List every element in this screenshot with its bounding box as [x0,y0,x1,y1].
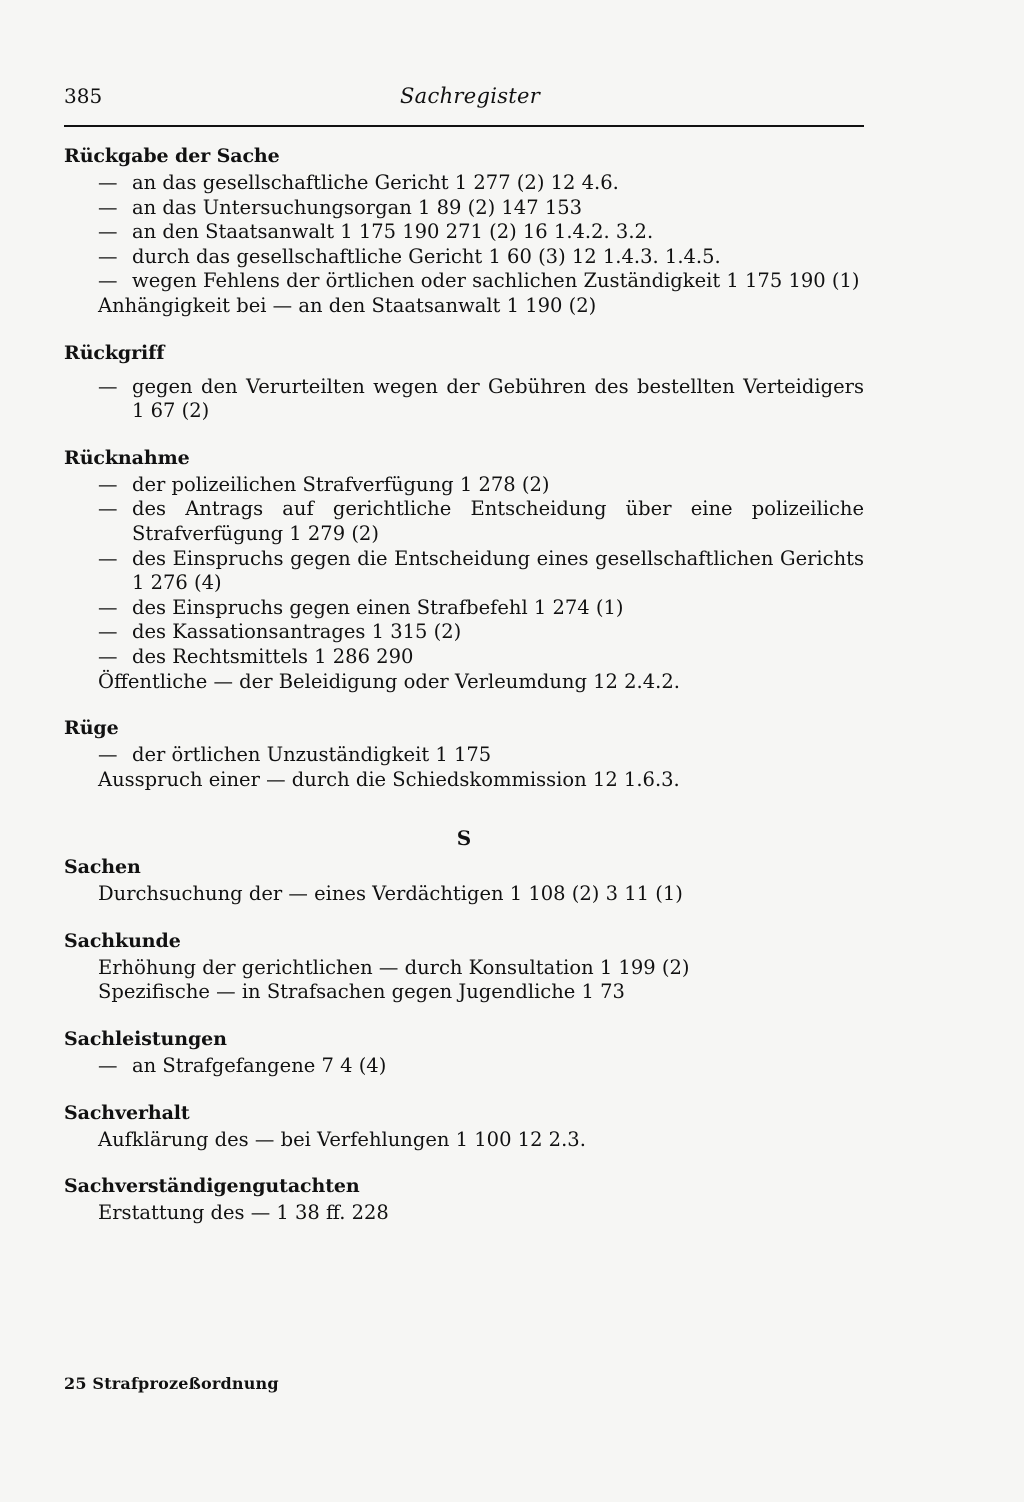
line-text: Erstattung des — 1 38 ff. 228 [98,1201,389,1225]
index-entry [64,340,864,424]
index-term: Rücknahme [64,446,190,469]
running-title: Sachregister [400,84,541,108]
reference-line [64,294,864,319]
subentry-line [64,547,864,596]
index-term: Sachverständigengutachten [64,1175,360,1198]
line-text: des Antrags auf gerichtliche Entscheidung über eine polizeiliche Strafverfügung 1 279 (2) [132,497,864,545]
line-text: des Einspruchs gegen einen Strafbefehl 1 274 (1) [132,595,624,619]
dash-marker: — [98,195,118,219]
line-text: an den Staatsanwalt 1 175 190 271 (2) 16 1.4.2. 3.2. [132,220,654,244]
subentry-line [64,743,864,768]
reference-line [64,1201,864,1226]
page-header [64,84,864,116]
index-entry [64,1173,864,1226]
dash-marker: — [98,171,118,194]
line-text: Aufklärung des — bei Verfehlungen 1 100 12 2.3. [98,1127,586,1151]
subentry-line [64,269,864,294]
index-term: Sachleistungen [64,1028,227,1051]
index-entry [64,1026,864,1079]
subentry-line [64,596,864,621]
dash-marker: — [98,244,118,268]
reference-line [64,882,864,907]
subentry-line [64,497,864,546]
index-content [64,143,864,1247]
line-text: Erhöhung der gerichtlichen — durch Konsultation 1 199 (2) [98,955,690,979]
line-text: Ausspruch einer — durch die Schiedskommission 12 1.6.3. [98,767,680,791]
index-entry [64,715,864,792]
index-term: Rückgabe der Sache [64,145,280,167]
index-term: Sachen [64,856,141,879]
subentry-line [64,171,864,196]
subentry-line [64,473,864,498]
subentry-line [64,1054,864,1079]
line-text: des Kassationsantrages 1 315 (2) [132,620,462,644]
index-entry [64,854,864,907]
index-term: Rückgriff [64,341,165,364]
line-text: der örtlichen Unzuständigkeit 1 175 [132,743,492,767]
subentry-line [64,645,864,670]
header-rule [64,125,864,127]
dash-marker: — [98,269,118,293]
index-group-s [64,854,864,1226]
line-text: des Einspruchs gegen die Entscheidung eines gesellschaftlichen Gerichts 1 276 (4) [132,546,864,595]
dash-marker: — [98,220,118,244]
subentry-line [64,245,864,270]
dash-marker: — [98,497,118,521]
index-entry [64,1100,864,1153]
index-entry [64,143,864,319]
reference-line [64,670,864,695]
line-text: gegen den Verurteilten wegen der Gebühren des bestellten Verteidigers 1 67 (2) [132,374,864,423]
index-term: Rüge [64,717,119,740]
line-text: des Rechtsmittels 1 286 290 [132,644,414,668]
dash-marker: — [98,620,118,644]
line-text: der polizeilichen Strafverfügung 1 278 (2) [132,472,550,496]
line-text: an Strafgefangene 7 4 (4) [132,1054,387,1078]
section-letter: S [456,826,472,851]
dash-marker: — [98,743,118,767]
dash-marker: — [98,374,118,398]
dash-marker: — [98,546,118,570]
index-entry [64,445,864,694]
reference-line [64,980,864,1005]
line-text: wegen Fehlens der örtlichen oder sachlichen Zuständigkeit 1 175 190 (1) [132,269,860,293]
dash-marker: — [98,644,118,668]
reference-line [64,768,864,793]
page-number: 385 [64,84,103,108]
line-text: Durchsuchung der — eines Verdächtigen 1 108 (2) 3 11 (1) [98,882,683,906]
dash-marker: — [98,1054,118,1078]
index-term: Sachverhalt [64,1101,190,1124]
line-text: durch das gesellschaftliche Gericht 1 60 (3) 12 1.4.3. 1.4.5. [132,244,721,268]
subentry-line [64,220,864,245]
line-text: Anhängigkeit bei — an den Staatsanwalt 1 190 (2) [98,293,597,317]
line-text: an das gesellschaftliche Gericht 1 277 (2) 12 4.6. [132,171,619,194]
index-term: Sachkunde [64,929,181,952]
index-group-r [64,143,864,792]
reference-line [64,1128,864,1153]
subentry-line [64,620,864,645]
subentry-line [64,196,864,221]
line-text: an das Untersuchungsorgan 1 89 (2) 147 153 [132,195,583,219]
dash-marker: — [98,595,118,619]
dash-marker: — [98,472,118,496]
reference-line [64,956,864,981]
subentry-line [64,375,864,424]
line-text: Spezifische — in Strafsachen gegen Jugendliche 1 73 [98,980,625,1004]
signature-mark: 25 Strafprozeßordnung [64,1374,279,1393]
line-text: Öffentliche — der Beleidigung oder Verleumdung 12 2.4.2. [98,669,680,693]
index-entry [64,928,864,1005]
